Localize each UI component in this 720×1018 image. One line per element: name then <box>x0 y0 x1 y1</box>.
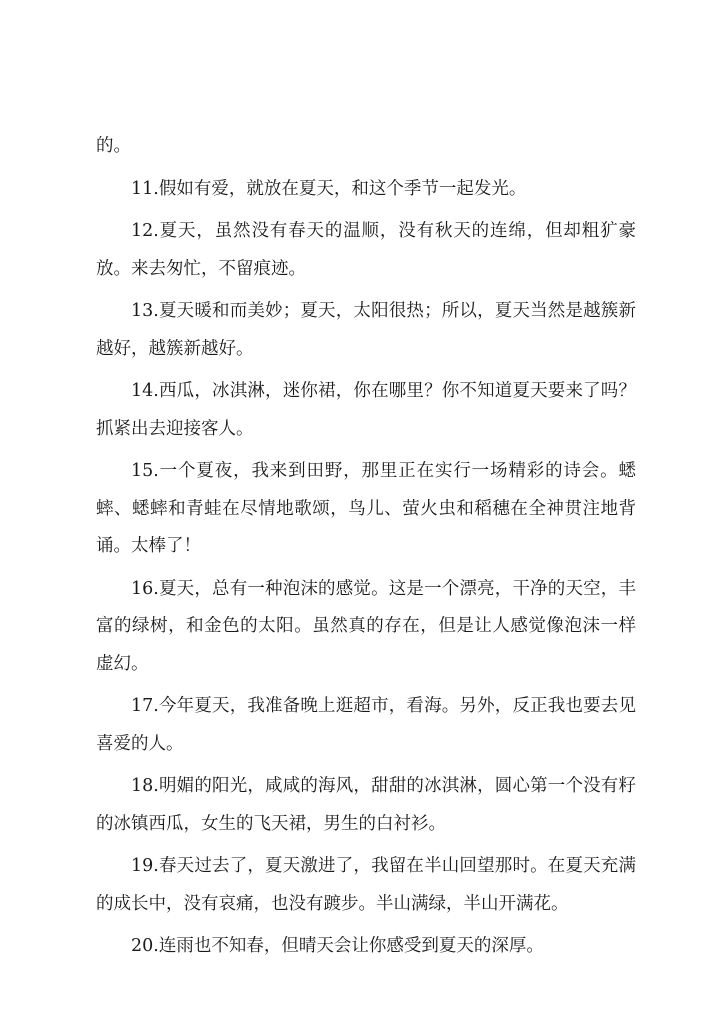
paragraph-18: 18.明媚的阳光，咸咸的海风，甜甜的冰淇淋，圆心第一个没有籽的冰镇西瓜，女生的飞天裙，男生的白衬衫。 <box>96 776 636 834</box>
paragraph-12: 12.夏天，虽然没有春天的温顺，没有秋天的连绵，但却粗犷豪放。来去匆忙，不留痕迹。 <box>96 221 636 279</box>
paragraph-16: 16.夏天，总有一种泡沫的感觉。这是一个漂亮，干净的天空，丰富的绿树，和金色的太阳。虽然真的存在，但是让人感觉像泡沫一样虚幻。 <box>96 578 636 674</box>
paragraph-continuation: 的。 <box>96 136 131 156</box>
document-body <box>96 128 636 966</box>
paragraph-13: 13.夏天暖和而美妙；夏天，太阳很热；所以，夏天当然是越簇新越好，越簇新越好。 <box>96 301 636 359</box>
paragraph-19: 19.春天过去了，夏天激进了，我留在半山回望那时。在夏天充满的成长中，没有哀痛，也没有踱步。半山满绿，半山开满花。 <box>96 856 636 914</box>
paragraph-20: 20.连雨也不知春，但晴天会让你感受到夏天的深厚。 <box>131 936 544 956</box>
paragraph-11: 11.假如有爱，就放在夏天，和这个季节一起发光。 <box>131 178 527 199</box>
paragraph-17: 17.今年夏天，我准备晚上逛超市，看海。另外，反正我也要去见喜爱的人。 <box>96 696 636 754</box>
paragraph-15: 15.一个夏夜，我来到田野，那里正在实行一场精彩的诗会。蟋蟀、蟋蟀和青蛙在尽情地歌颂，鸟儿、萤火虫和稻穗在全神贯注地背诵。太棒了！ <box>96 461 636 556</box>
paragraph-14: 14.西瓜，冰淇淋，迷你裙，你在哪里？你不知道夏天要来了吗？抓紧出去迎接客人。 <box>96 381 636 439</box>
